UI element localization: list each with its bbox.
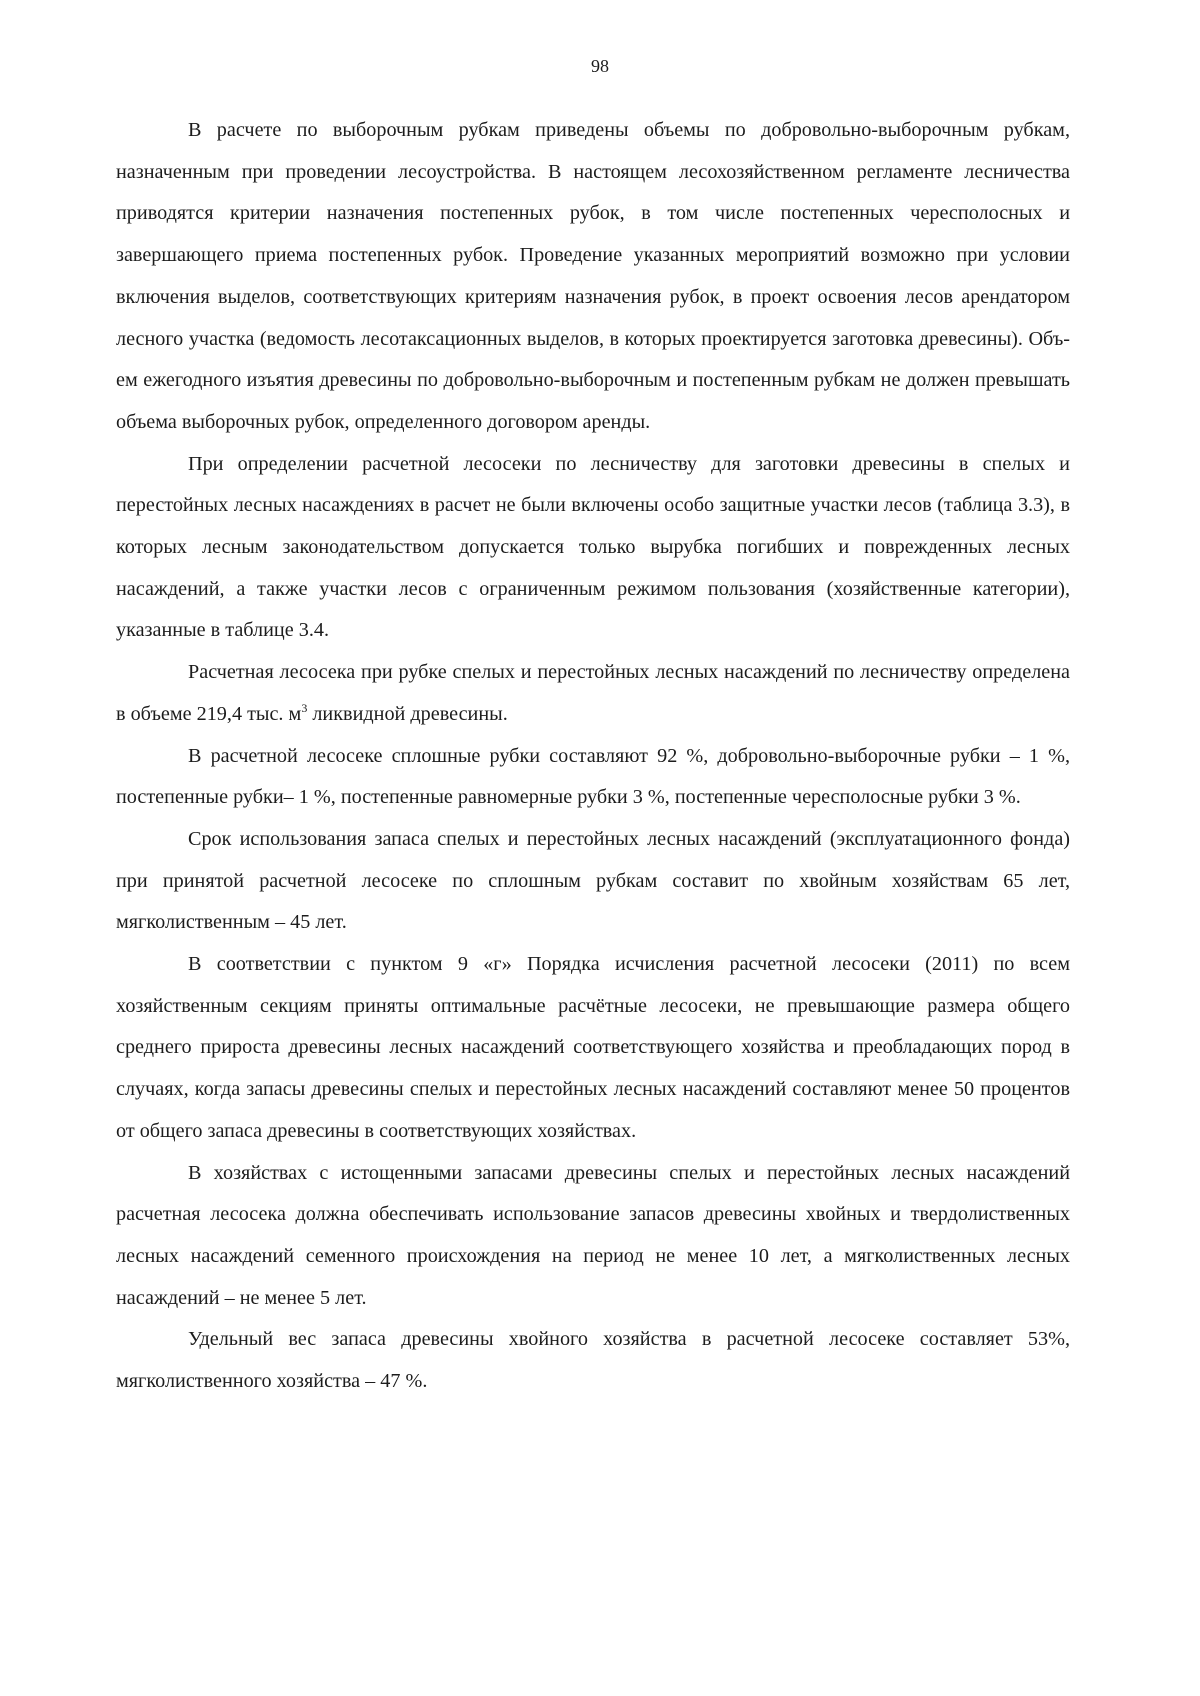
page-number: 98 bbox=[591, 56, 609, 76]
volume-text-end: ликвидной древесины. bbox=[307, 702, 508, 725]
paragraph-depleted-stocks: В хозяйствах с истощенными запасами древесины спелых и перестойных лесных насаждений расчетная лесосека должна обеспечивать использование запасов древесины хвойных и твердолиственных лесных насаждений семенного происхождения на период не менее 10 лет, а мягколиственных лесных насаждений – не менее 5 лет. bbox=[116, 1161, 1070, 1309]
paragraph-stock-shares: Удельный вес запаса древесины хвойного хозяйства в расчетной лесосеке составляет 53%, мягколиственного хозяйства – 47 %. bbox=[116, 1328, 1070, 1393]
body-text bbox=[116, 110, 1070, 1403]
paragraph-cutting-area-volume bbox=[116, 652, 1070, 735]
cubic-superscript: 3 bbox=[301, 700, 308, 715]
paragraph-cutting-area-exclusions: При определении расчетной лесосеки по лесничеству для заготовки древесины в спелых и перестойных лесных насаждениях в расчет не были включены особо защитные участки лесов (таблица 3.3), в которых лесным законодательством допускается только вырубка погибших и поврежденных лесных насаждений, а также участки лесов с ограниченным режимом пользования (хозяйственные категории), указанные в таблице 3.4. bbox=[116, 452, 1070, 642]
paragraph-optimal-cutting-areas: В соответствии с пунктом 9 «г» Порядка исчисления расчетной лесосеки (2011) по всем хозяйственным секциям приняты оптимальные расчётные лесосеки, не превышающие размера общего среднего прироста древесины лесных насаждений соответствующего хозяйства и преобладающих пород в случаях, когда запасы древесины спелых и перестойных лесных насаждений составляют менее 50 процентов от общего запаса древесины в соответствующих хозяйствах. bbox=[116, 953, 1070, 1142]
paragraph-usage-period: Срок использования запаса спелых и перестойных лесных насаждений (эксплуатационного фонда) при принятой расчетной лесосеке по сплошным рубкам составит по хвойным хозяйствам 65 лет, мягколиственным – 45 лет. bbox=[116, 827, 1070, 934]
volume-text: Расчетная лесосека при рубке спелых и перестойных лесных насаждений по лесничеству определена в объеме 219,4 тыс. м bbox=[116, 661, 1070, 725]
paragraph-selective-felling: В расчете по выборочным рубкам приведены объемы по добровольно-выборочным рубкам, назначенным при проведении лесоустройства. В настоящем лесохозяйственном регламенте лесничества приводятся критерии назначения постепенных рубок, в том числе постепенных чересполосных и завершающего приема постепенных рубок. Проведение указанных мероприятий возможно при условии включения выделов, соответствующих критериям назначения рубок, в проект освоения лесов арендатором лесного участка (ведомость лесотаксационных выделов, в которых проектируется заготовка древесины). Объем ежегодного изъятия древесины по добровольно-выборочным и постепенным рубкам не должен превышать объема выборочных рубок, определенного договором аренды. bbox=[116, 119, 1070, 433]
paragraph-felling-shares: В расчетной лесосеке сплошные рубки составляют 92 %, добровольно-выборочные рубки – 1 %, постепенные рубки– 1 %, постепенные равномерные рубки 3 %, постепенные чересполосные рубки 3 %. bbox=[116, 744, 1070, 809]
